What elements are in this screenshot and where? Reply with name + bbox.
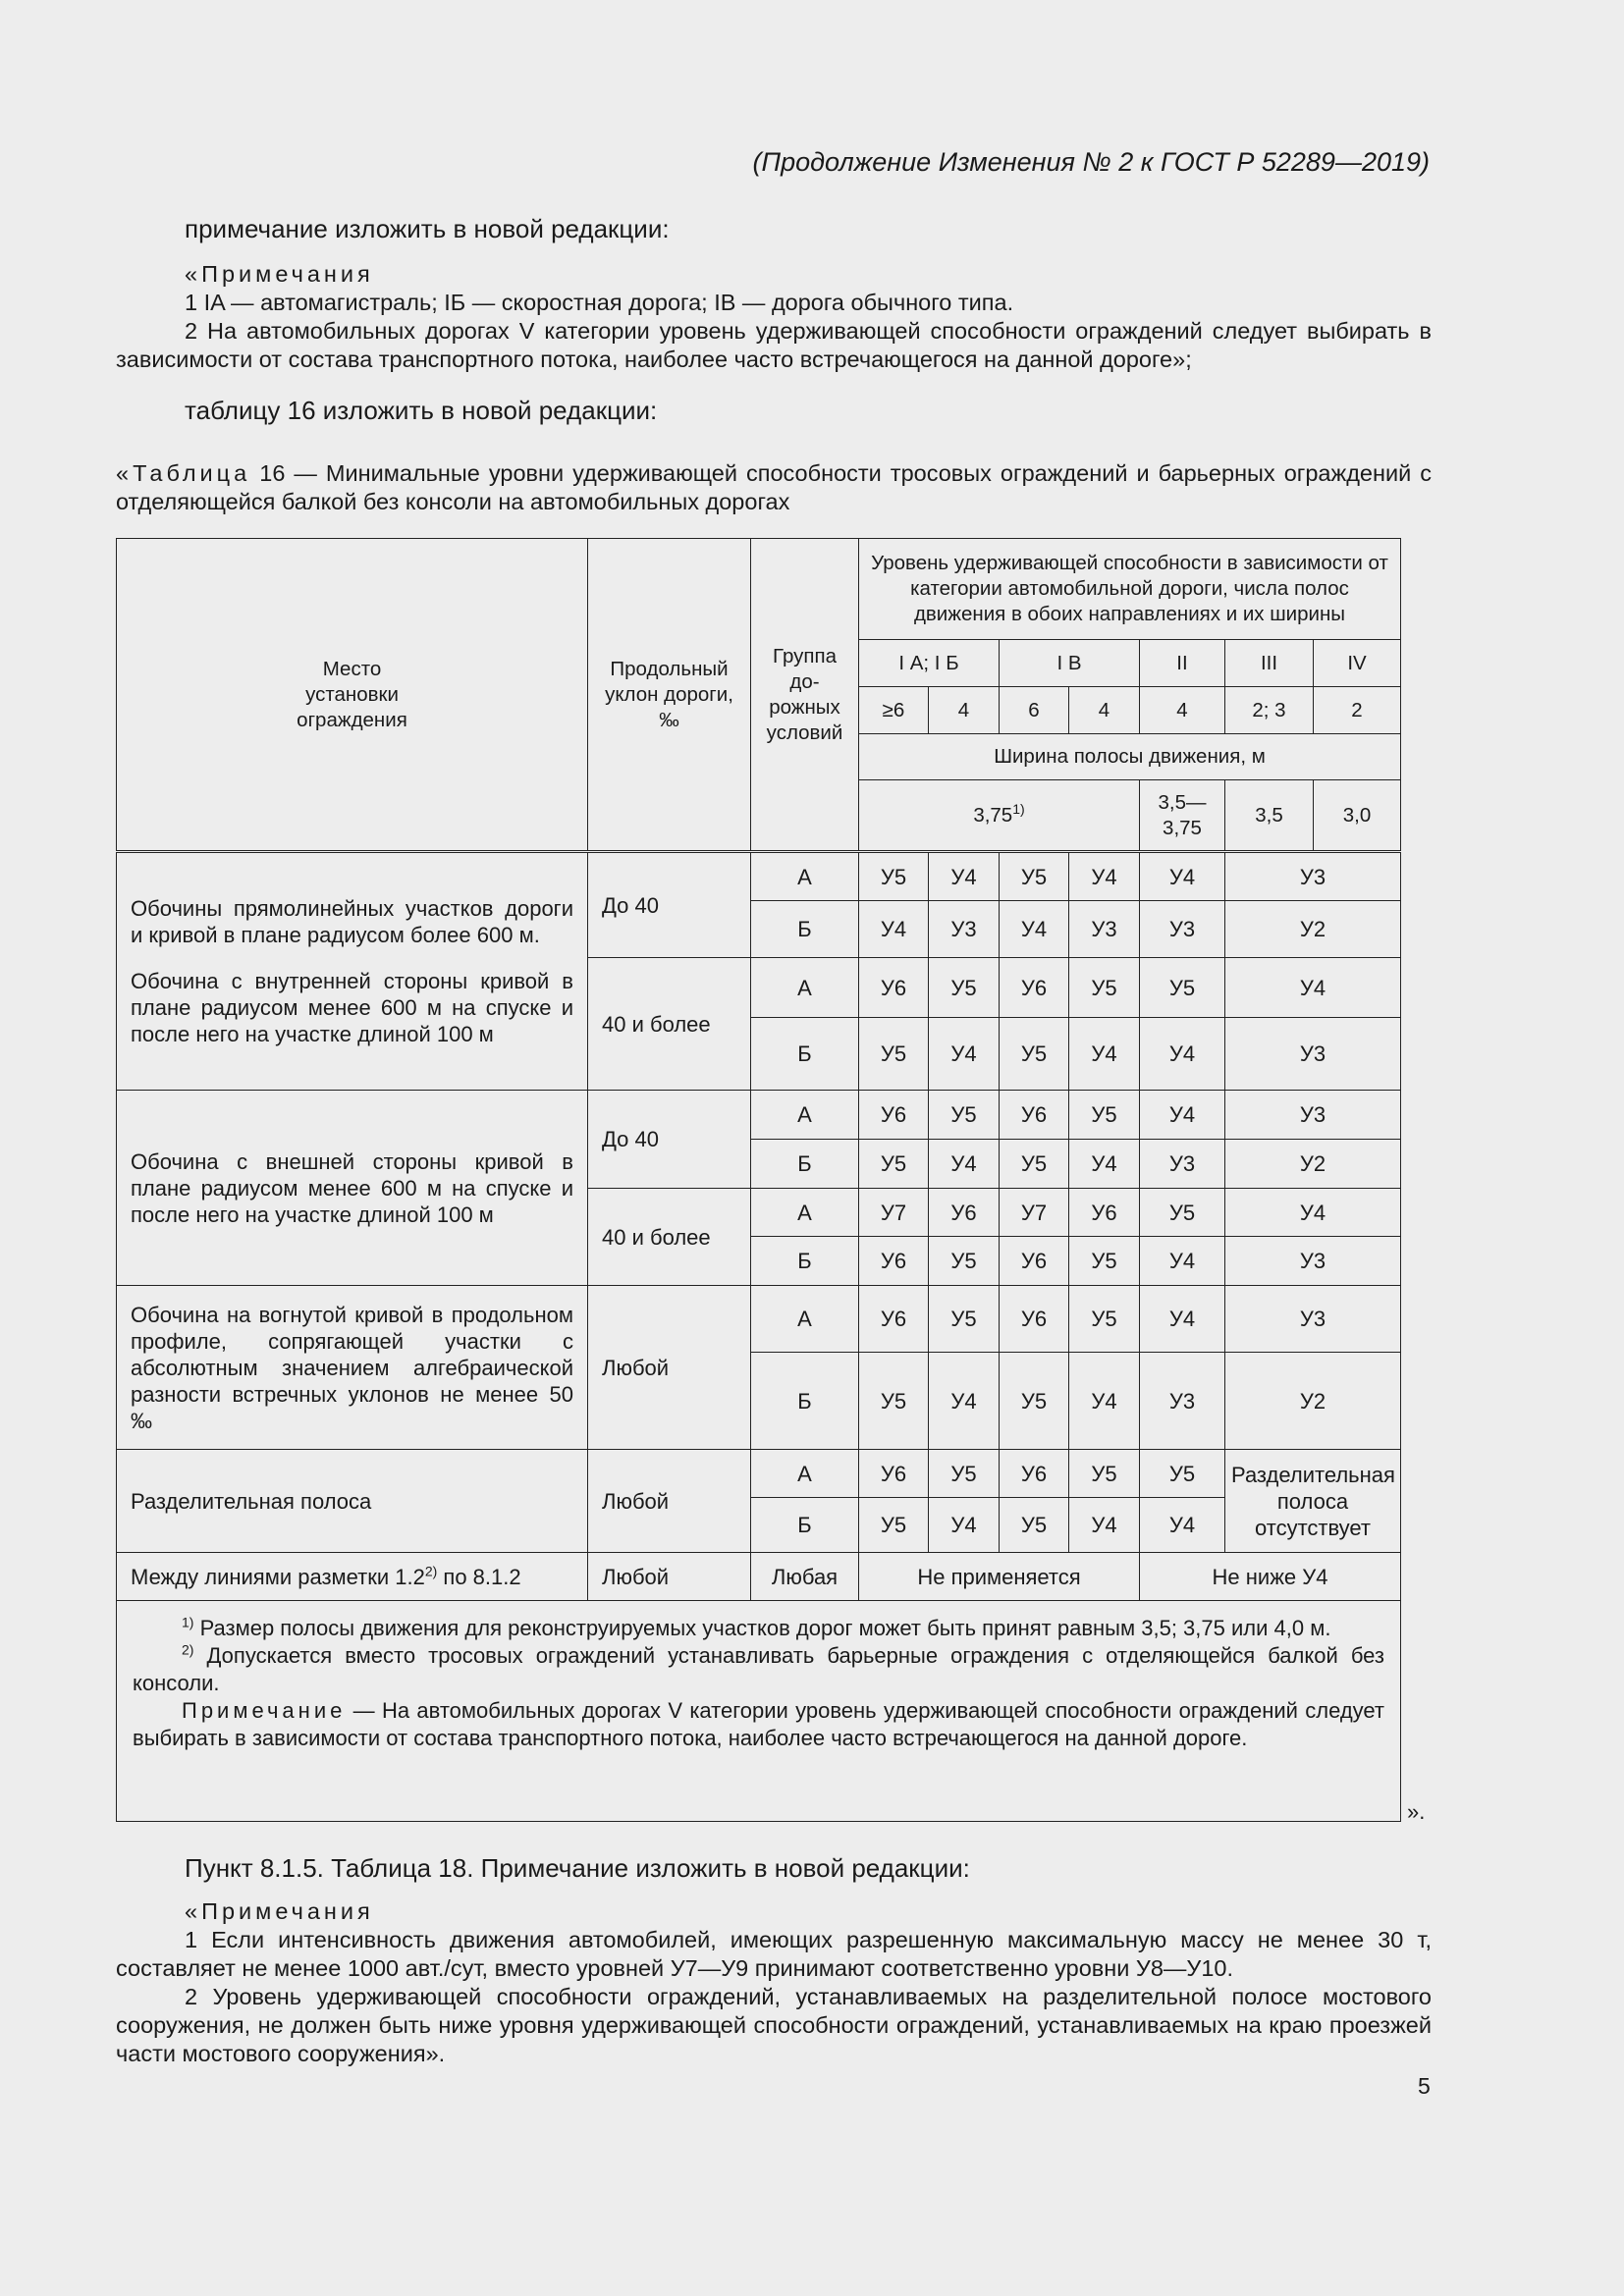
slope-cell: 40 и более	[588, 958, 751, 1091]
group-cell: Б	[751, 1237, 859, 1286]
level-cell: У4	[929, 1140, 1000, 1189]
level-cell: У4	[1069, 1498, 1140, 1553]
level-cell: У4	[859, 901, 929, 958]
level-cell: У5	[1000, 1353, 1069, 1450]
level-cell: У6	[859, 1237, 929, 1286]
slope-cell: До 40	[588, 852, 751, 958]
place-cell: Обочина с внешней стороны кривой в плане радиусом менее 600 м на спуске и после него на участке длиной 100 м	[117, 1091, 588, 1286]
group-cell: А	[751, 1189, 859, 1237]
table-footnotes	[117, 1601, 1401, 1822]
level-cell: У6	[1069, 1189, 1140, 1237]
page-number: 5	[1418, 2073, 1431, 2099]
slope-cell: Любой	[588, 1286, 751, 1450]
level-cell: У5	[1069, 1237, 1140, 1286]
slope-cell: Любой	[588, 1553, 751, 1601]
group-cell: Б	[751, 1498, 859, 1553]
place-cell: Обочина на вогнутой кривой в продольном профиле, сопрягающей участки с абсолютным значением алгебраической разности встречных уклонов не менее 50 ‰	[117, 1286, 588, 1450]
level-cell: У5	[1140, 1189, 1225, 1237]
group-cell: А	[751, 852, 859, 901]
level-cell: У5	[929, 958, 1000, 1018]
level-cell: У4	[929, 852, 1000, 901]
level-cell: У7	[859, 1189, 929, 1237]
intro-text-2: таблицу 16 изложить в новой редакции:	[185, 396, 658, 425]
level-cell: У4	[1069, 1018, 1140, 1091]
level-cell: У5	[1140, 1450, 1225, 1498]
divider-absent-cell: Разделительная полоса отсутствует	[1225, 1450, 1401, 1553]
level-cell: У5	[1000, 1498, 1069, 1553]
header-width-c: 3,5	[1225, 780, 1314, 852]
notes-title: «Примечания	[185, 261, 374, 287]
level-cell: У5	[929, 1286, 1000, 1353]
level-cell: У6	[1000, 1450, 1069, 1498]
level-cell: У2	[1225, 901, 1401, 958]
level-cell: У4	[1140, 852, 1225, 901]
header-width-label: Ширина полосы движения, м	[859, 734, 1401, 780]
header-lanes: 6	[1000, 687, 1069, 734]
level-cell: У4	[1069, 1353, 1140, 1450]
header-cat-ii: II	[1140, 640, 1225, 687]
level-cell: У5	[859, 1018, 929, 1091]
level-cell: У5	[1000, 852, 1069, 901]
group-cell: Б	[751, 901, 859, 958]
table-note: Примечание — На автомобильных дорогах V категории уровень удерживающей способности ограждений следует выбирать в зависимости от состава транспортного потока, наиболее часто встречающегося на данной дороге.	[133, 1698, 1385, 1750]
header-width-a: 3,75$^{1)}$	[859, 780, 1140, 852]
note-item: 1 Если интенсивность движения автомобилей, имеющих разрешенную максимальную массу не менее 30 т, составляет не менее 1000 авт./сут, вместо уровней У7—У9 принимают соответственно уровни У8—У10.	[116, 1927, 1432, 1981]
level-cell: У2	[1225, 1353, 1401, 1450]
level-cell: У4	[1225, 958, 1401, 1018]
notes-block-1	[116, 260, 1432, 374]
group-cell: А	[751, 1286, 859, 1353]
level-cell: У5	[859, 1140, 929, 1189]
level-cell: У4	[1000, 901, 1069, 958]
note-item: 2 На автомобильных дорогах V категории уровень удерживающей способности ограждений следует выбирать в зависимости от состава транспортного потока, наиболее часто встречающегося на данной дороге»;	[116, 318, 1432, 372]
place-cell: Между линиями разметки 1.2$^{2)}$ по 8.1.2	[117, 1553, 588, 1601]
level-cell: У5	[1000, 1018, 1069, 1091]
header-cat-iii: III	[1225, 640, 1314, 687]
table-caption-label: «Таблица	[116, 460, 251, 486]
header-cat-ia-ib: I А; I Б	[859, 640, 1000, 687]
level-cell: У6	[859, 1286, 929, 1353]
slope-cell: Любой	[588, 1450, 751, 1553]
header-width-b: 3,5—3,75	[1140, 780, 1225, 852]
level-cell: У3	[929, 901, 1000, 958]
level-cell: У6	[1000, 1091, 1069, 1140]
level-cell: У6	[859, 1450, 929, 1498]
level-cell: У3	[1069, 901, 1140, 958]
intro-text-1: примечание изложить в новой редакции:	[185, 214, 670, 243]
intro-text-3: Пункт 8.1.5. Таблица 18. Примечание изложить в новой редакции:	[185, 1853, 970, 1883]
level-cell: У2	[1225, 1140, 1401, 1189]
place-cell: Обочины прямолинейных участков дороги и кривой в плане радиусом более 600 м. Обочина с внутренней стороны кривой в плане радиусом менее 600 м на спуске и после него на участке длиной 100 м	[117, 852, 588, 1091]
level-cell: У5	[1000, 1140, 1069, 1189]
level-cell: У3	[1225, 1091, 1401, 1140]
level-cell: У7	[1000, 1189, 1069, 1237]
group-cell: А	[751, 1091, 859, 1140]
group-cell: А	[751, 958, 859, 1018]
level-cell: У4	[929, 1353, 1000, 1450]
not-applied-cell: Не применяется	[859, 1553, 1140, 1601]
level-cell: У4	[1069, 1140, 1140, 1189]
level-cell: У5	[859, 852, 929, 901]
level-cell: У5	[1069, 1286, 1140, 1353]
level-cell: У4	[1225, 1189, 1401, 1237]
slope-cell: 40 и более	[588, 1189, 751, 1286]
header-lanes: 2; 3	[1225, 687, 1314, 734]
level-cell: У6	[1000, 958, 1069, 1018]
group-cell: Любая	[751, 1553, 859, 1601]
place-cell: Разделительная полоса	[117, 1450, 588, 1553]
level-cell: У6	[1000, 1286, 1069, 1353]
level-cell: У5	[929, 1091, 1000, 1140]
header-lanes: 4	[1140, 687, 1225, 734]
header-lanes: 2	[1314, 687, 1401, 734]
level-cell: У4	[1140, 1018, 1225, 1091]
not-below-cell: Не ниже У4	[1140, 1553, 1401, 1601]
level-cell: У6	[1000, 1237, 1069, 1286]
level-cell: У5	[1140, 958, 1225, 1018]
slope-cell: До 40	[588, 1091, 751, 1189]
level-cell: У4	[1069, 852, 1140, 901]
group-cell: Б	[751, 1018, 859, 1091]
level-cell: У5	[859, 1498, 929, 1553]
level-cell: У5	[859, 1353, 929, 1450]
note-item: 2 Уровень удерживающей способности ограждений, устанавливаемых на разделительной полосе мостового сооружения, не должен быть ниже уровня удерживающей способности ограждений, устанавливаемых на краю проезжей части мостового сооружения».	[116, 1984, 1432, 2066]
level-cell: У3	[1140, 901, 1225, 958]
level-cell: У5	[1069, 1091, 1140, 1140]
level-cell: У6	[929, 1189, 1000, 1237]
header-place: Место установки ограждения	[117, 539, 588, 852]
level-cell: У3	[1225, 1286, 1401, 1353]
footnote-2: $^{2)}$ Допускается вместо тросовых ограждений устанавливать барьерные ограждения с отделяющейся балкой без консоли.	[133, 1641, 1385, 1695]
group-cell: Б	[751, 1140, 859, 1189]
header-lanes: ≥6	[859, 687, 929, 734]
table-caption-text: 16 — Минимальные уровни удерживающей способности тросовых ограждений и барьерных ограждений с отделяющейся балкой без консоли на автомобильных дорогах	[116, 460, 1432, 514]
closing-quote: ».	[1407, 1799, 1426, 1824]
header-slope: Продольный уклон дороги, ‰	[588, 539, 751, 852]
level-cell: У4	[929, 1018, 1000, 1091]
level-cell: У3	[1140, 1140, 1225, 1189]
group-cell: А	[751, 1450, 859, 1498]
level-cell: У3	[1140, 1353, 1225, 1450]
level-cell: У3	[1225, 1018, 1401, 1091]
header-lanes: 4	[1069, 687, 1140, 734]
notes-block-2	[116, 1897, 1432, 2068]
group-cell: Б	[751, 1353, 859, 1450]
level-cell: У4	[1140, 1091, 1225, 1140]
level-cell: У5	[1069, 1450, 1140, 1498]
page-header: (Продолжение Изменения № 2 к ГОСТ Р 52289—2019)	[752, 147, 1430, 177]
header-group: Группа до-рожных условий	[751, 539, 859, 852]
level-cell: У6	[859, 1091, 929, 1140]
level-cell: У5	[1069, 958, 1140, 1018]
table-caption	[116, 459, 1432, 516]
level-cell: У5	[929, 1237, 1000, 1286]
header-cat-ib2: I В	[1000, 640, 1140, 687]
header-cat-iv: IV	[1314, 640, 1401, 687]
footnote-1: $^{1)}$ Размер полосы движения для реконструируемых участков дорог может быть принят равным 3,5; 3,75 или 4,0 м.	[182, 1614, 1331, 1640]
level-cell: У6	[859, 958, 929, 1018]
level-cell: У4	[1140, 1237, 1225, 1286]
level-cell: У3	[1225, 852, 1401, 901]
notes-title: «Примечания	[185, 1898, 374, 1924]
header-width-d: 3,0	[1314, 780, 1401, 852]
header-lanes: 4	[929, 687, 1000, 734]
level-cell: У5	[929, 1450, 1000, 1498]
level-cell: У4	[1140, 1286, 1225, 1353]
level-cell: У4	[929, 1498, 1000, 1553]
levels-table	[116, 538, 1401, 1822]
note-item: 1 IA — автомагистраль; IБ — скоростная дорога; IB — дорога обычного типа.	[185, 290, 1014, 315]
header-level: Уровень удерживающей способности в зависимости от категории автомобильной дороги, числа полос движения в обоих направлениях и их ширины	[859, 539, 1401, 640]
level-cell: У3	[1225, 1237, 1401, 1286]
level-cell: У4	[1140, 1498, 1225, 1553]
